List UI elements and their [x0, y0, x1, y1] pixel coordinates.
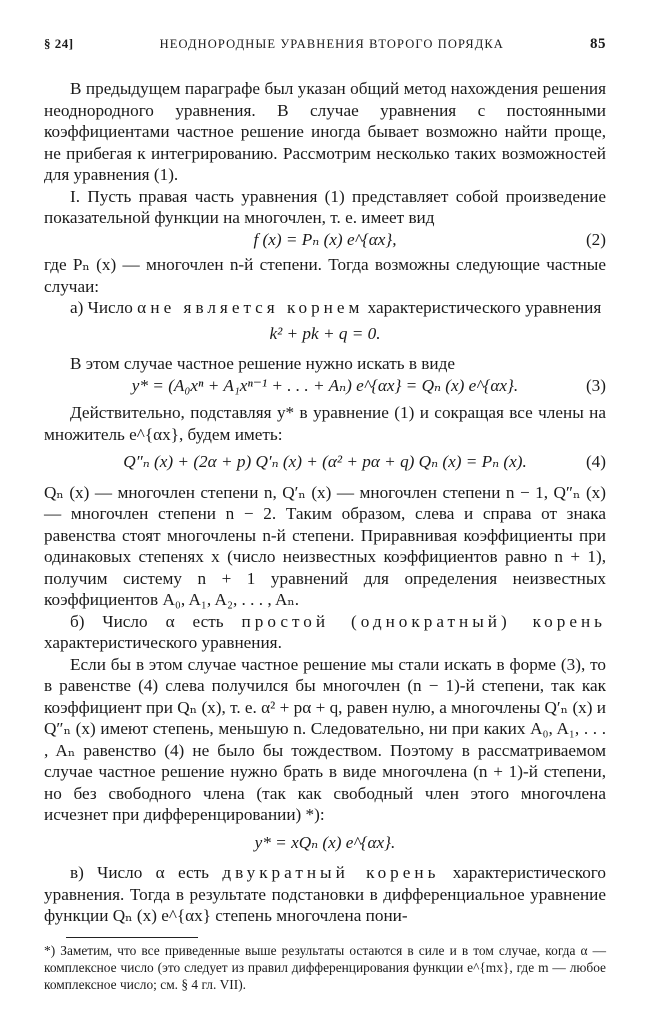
case-b-rest: характеристического уравнения.: [44, 633, 282, 652]
equation-4-body: Q″ₙ (x) + (2α + p) Q′ₙ (x) + (α² + pα + q) Qₙ (x) = Pₙ (x).: [123, 452, 527, 471]
case-b-emphasis: простой (однократный) корень: [241, 611, 606, 631]
running-header: [44, 36, 606, 58]
case-c-rest: характеристического уравнения. Тогда в результате подстановки в дифференциальное уравнение функции Qₙ (x) e^{αx} степень многочлена пони-: [44, 863, 607, 925]
paragraph-case-i: I. Пусть правая часть уравнения (1) представляет собой произведение показательной функции на многочлен, т. е. имеет вид: [44, 186, 606, 227]
case-c: [44, 862, 606, 927]
book-page: [44, 36, 606, 993]
equation-characteristic: k² + pk + q = 0.: [269, 323, 381, 343]
chapter-title: НЕОДНОРОДНЫЕ УРАВНЕНИЯ ВТОРОГО ПОРЯДКА: [159, 37, 504, 51]
footnote-divider: [66, 937, 198, 938]
equation-2-number: (2): [585, 229, 606, 249]
equation-3-number: (3): [585, 375, 606, 395]
equation-3: [44, 375, 606, 397]
case-a-emphasis: не является корнем: [150, 298, 364, 317]
case-c-prefix: в) Число α есть: [70, 863, 210, 882]
paragraph-polynomial: где Pₙ (x) — многочлен n-й степени. Тогда возможны следующие частные случаи:: [44, 255, 606, 296]
paragraph-substitution: Действительно, подставляя y* в уравнение (1) и сокращая все члены на множитель e^{αx}, будем иметь:: [44, 403, 606, 444]
case-b-prefix: б) Число α есть: [70, 611, 224, 631]
equation-4-number: (4): [585, 452, 606, 471]
paragraph-search-form: В этом случае частное решение нужно искать в виде: [70, 354, 455, 373]
page-body: [44, 78, 606, 993]
equation-4: [44, 451, 606, 473]
page-number: 85: [590, 36, 606, 52]
case-a-rest: характеристического уравнения: [367, 298, 602, 317]
equation-5: y* = xQₙ (x) e^{αx}.: [254, 832, 396, 852]
case-c-emphasis: двукратный корень: [222, 863, 440, 882]
paragraph-intro: В предыдущем параграфе был указан общий метод нахождения решения неоднородного уравнения. В случае уравнения с постоянными коэффициентами частное решение иногда бывает возможно найти проще, не прибегая к интегрированию. Рассмотрим несколько таких возможностей для уравнения (1).: [44, 79, 606, 184]
footnote: *) Заметим, что все приведенные выше результаты остаются в силе и в том случае, когда α — комплексное число (это следует из правил дифференцирования функции e^{mx}, где m — любое комплексное число; см. § 4 гл. VII).: [44, 942, 606, 992]
section-ref: § 24]: [44, 36, 74, 51]
case-a: [44, 297, 606, 319]
case-a-prefix: а) Число α: [70, 298, 147, 317]
paragraph-simple-root: Если бы в этом случае частное решение мы стали искать в форме (3), то в равенстве (4) слева получился бы многочлен (n − 1)-й степени, так как коэффициент при Qₙ (x), т. е. α² + pα + q, равен нулю, а многочлены Q′ₙ (x) и Q″ₙ (x) имеют степень, меньшую n. Следовательно, ни при каких A₀, A₁, . . . , Aₙ равенство (4) не было бы тождеством. Поэтому в рассматриваемом случае частное решение нужно брать в виде многочлена (n + 1)-й степени, но без свободного члена (так как свободный член этого многочлена исчезнет при дифференцировании) *):: [44, 654, 606, 824]
paragraph-degrees: Qₙ (x) — многочлен степени n, Q′ₙ (x) — многочлен степени n − 1, Q″ₙ (x) — многочлен степени n − 2. Таким образом, слева и справа от знака равенства стоят многочлены n-й степени. Приравнивая коэффициенты при одинаковых степенях x (число неизвестных коэффициентов равно n + 1), получим систему n + 1 уравнений для определения неизвестных коэффициентов A₀, A₁, A₂, . . . , Aₙ.: [44, 482, 606, 609]
equation-2: [44, 229, 606, 251]
equation-3-body: y* = (A₀xⁿ + A₁xⁿ⁻¹ + . . . + Aₙ) e^{αx} = Qₙ (x) e^{αx}.: [131, 375, 519, 395]
equation-2-body: f (x) = Pₙ (x) e^{αx},: [253, 229, 397, 249]
case-b: [44, 611, 606, 654]
